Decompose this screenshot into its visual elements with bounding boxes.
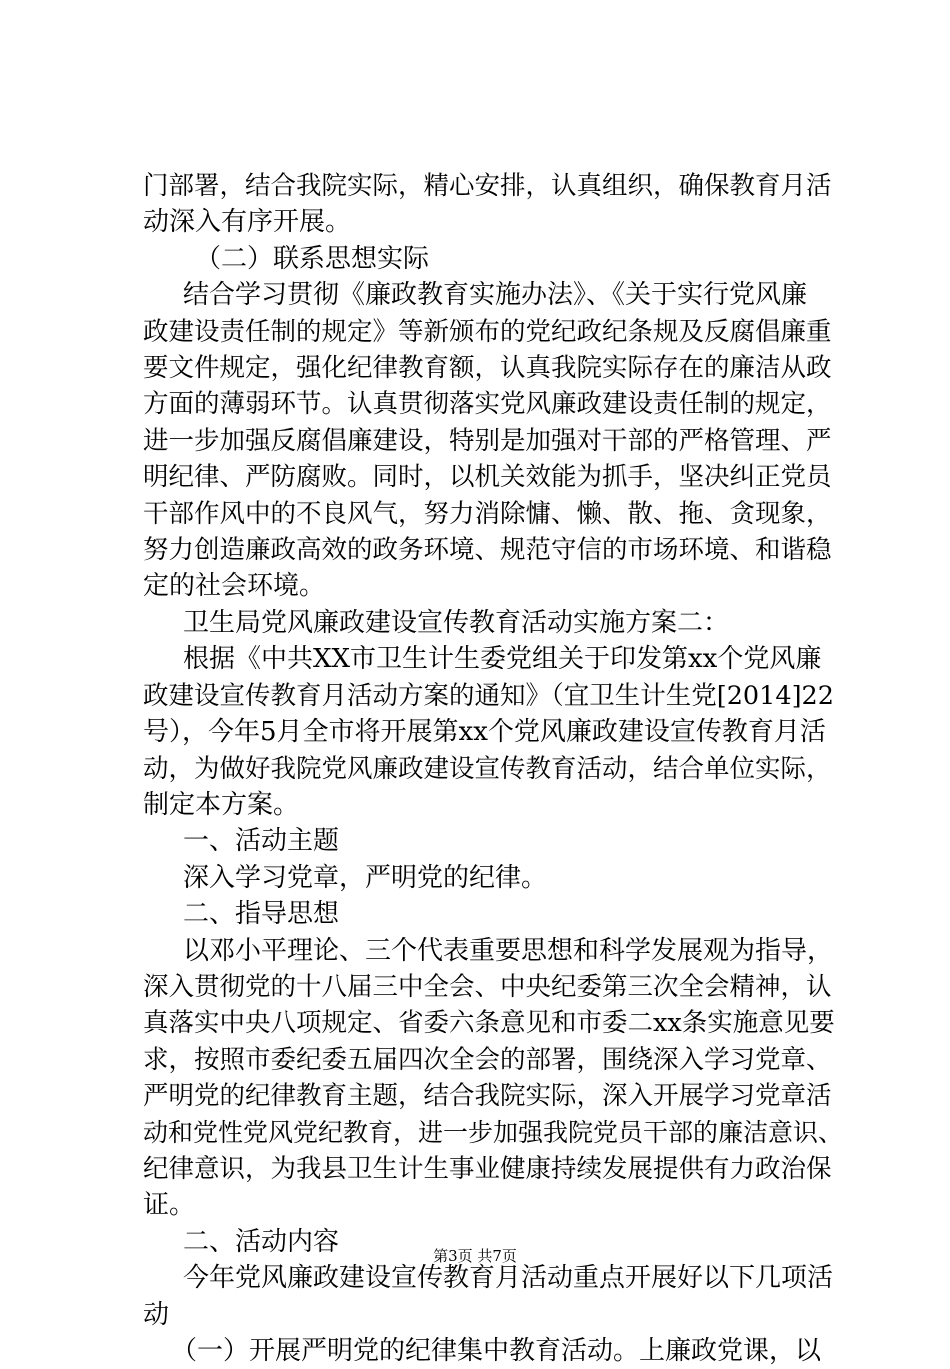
text-line: 要文件规定，强化纪律教育额，认真我院实际存在的廉洁从政: [143, 353, 832, 384]
text-line: 深入学习党章，严明党的纪律。: [183, 862, 548, 893]
text-line: 以邓小平理论、三个代表重要思想和科学发展观为指导，: [183, 935, 834, 966]
text-line: 号），今年5月全市将开展第xx个党风廉政建设宣传教育月活: [143, 717, 826, 748]
section-heading: 一、活动主题: [183, 826, 340, 857]
text-line: 制定本方案。: [143, 789, 300, 820]
text-line: 明纪律、严防腐败。同时，以机关效能为抓手，坚决纠正党员: [143, 462, 832, 493]
text-line: （一）开展严明党的纪律集中教育活动。上廉政党课，以: [171, 1336, 822, 1366]
text-line: 动深入有序开展。: [143, 207, 352, 238]
text-line: 求，按照市委纪委五届四次全会的部署，围绕深入学习党章、: [143, 1044, 832, 1075]
text-line: 动，为做好我院党风廉政建设宣传教育活动，结合单位实际，: [143, 753, 832, 784]
page-number-footer: 第3页 共7页: [433, 1247, 517, 1265]
section-heading: 二、活动内容: [183, 1226, 340, 1257]
text-line: 结合学习贯彻《廉政教育实施办法》、《关于实行党风廉: [183, 280, 808, 311]
text-line: 门部署，结合我院实际，精心安排，认真组织，确保教育月活: [143, 171, 832, 201]
text-line: 动: [143, 1299, 170, 1330]
text-line: 严明党的纪律教育主题，结合我院实际，深入开展学习党章活: [143, 1081, 832, 1112]
text-line: 政建设宣传教育月活动方案的通知》（宜卫生计生党[2014]22: [143, 680, 834, 711]
text-line: 定的社会环境。: [143, 571, 326, 602]
body-text: [143, 168, 843, 1369]
section-heading: （二）联系思想实际: [195, 243, 430, 274]
text-line: 真落实中央八项规定、省委六条意见和市委二xx条实施意见要: [143, 1008, 835, 1039]
text-line: 进一步加强反腐倡廉建设，特别是加强对干部的严格管理、严: [143, 425, 832, 456]
text-line: 卫生局党风廉政建设宣传教育活动实施方案二：: [183, 607, 730, 638]
text-line: 动和党性党风党纪教育，进一步加强我院党员干部的廉洁意识、: [143, 1117, 844, 1147]
text-line: 政建设责任制的规定》等新颁布的党纪政纪条规及反腐倡廉重: [143, 316, 832, 347]
text-line: 努力创造廉政高效的政务环境、规范守信的市场环境、和谐稳: [143, 535, 832, 566]
text-line: 证。: [143, 1190, 196, 1221]
section-heading: 二、指导思想: [183, 899, 340, 930]
text-line: 根据《中共XX市卫生计生委党组关于印发第xx个党风廉: [183, 644, 822, 675]
text-line: 深入贯彻党的十八届三中全会、中央纪委第三次全会精神，认: [143, 971, 832, 1002]
text-line: 纪律意识，为我县卫生计生事业健康持续发展提供有力政治保: [143, 1153, 832, 1184]
text-line: 干部作风中的不良风气，努力消除慵、懒、散、拖、贪现象，: [143, 498, 832, 529]
text-line: 今年党风廉政建设宣传教育月活动重点开展好以下几项活: [183, 1263, 834, 1294]
text-line: 方面的薄弱环节。认真贯彻落实党风廉政建设责任制的规定，: [143, 389, 832, 420]
